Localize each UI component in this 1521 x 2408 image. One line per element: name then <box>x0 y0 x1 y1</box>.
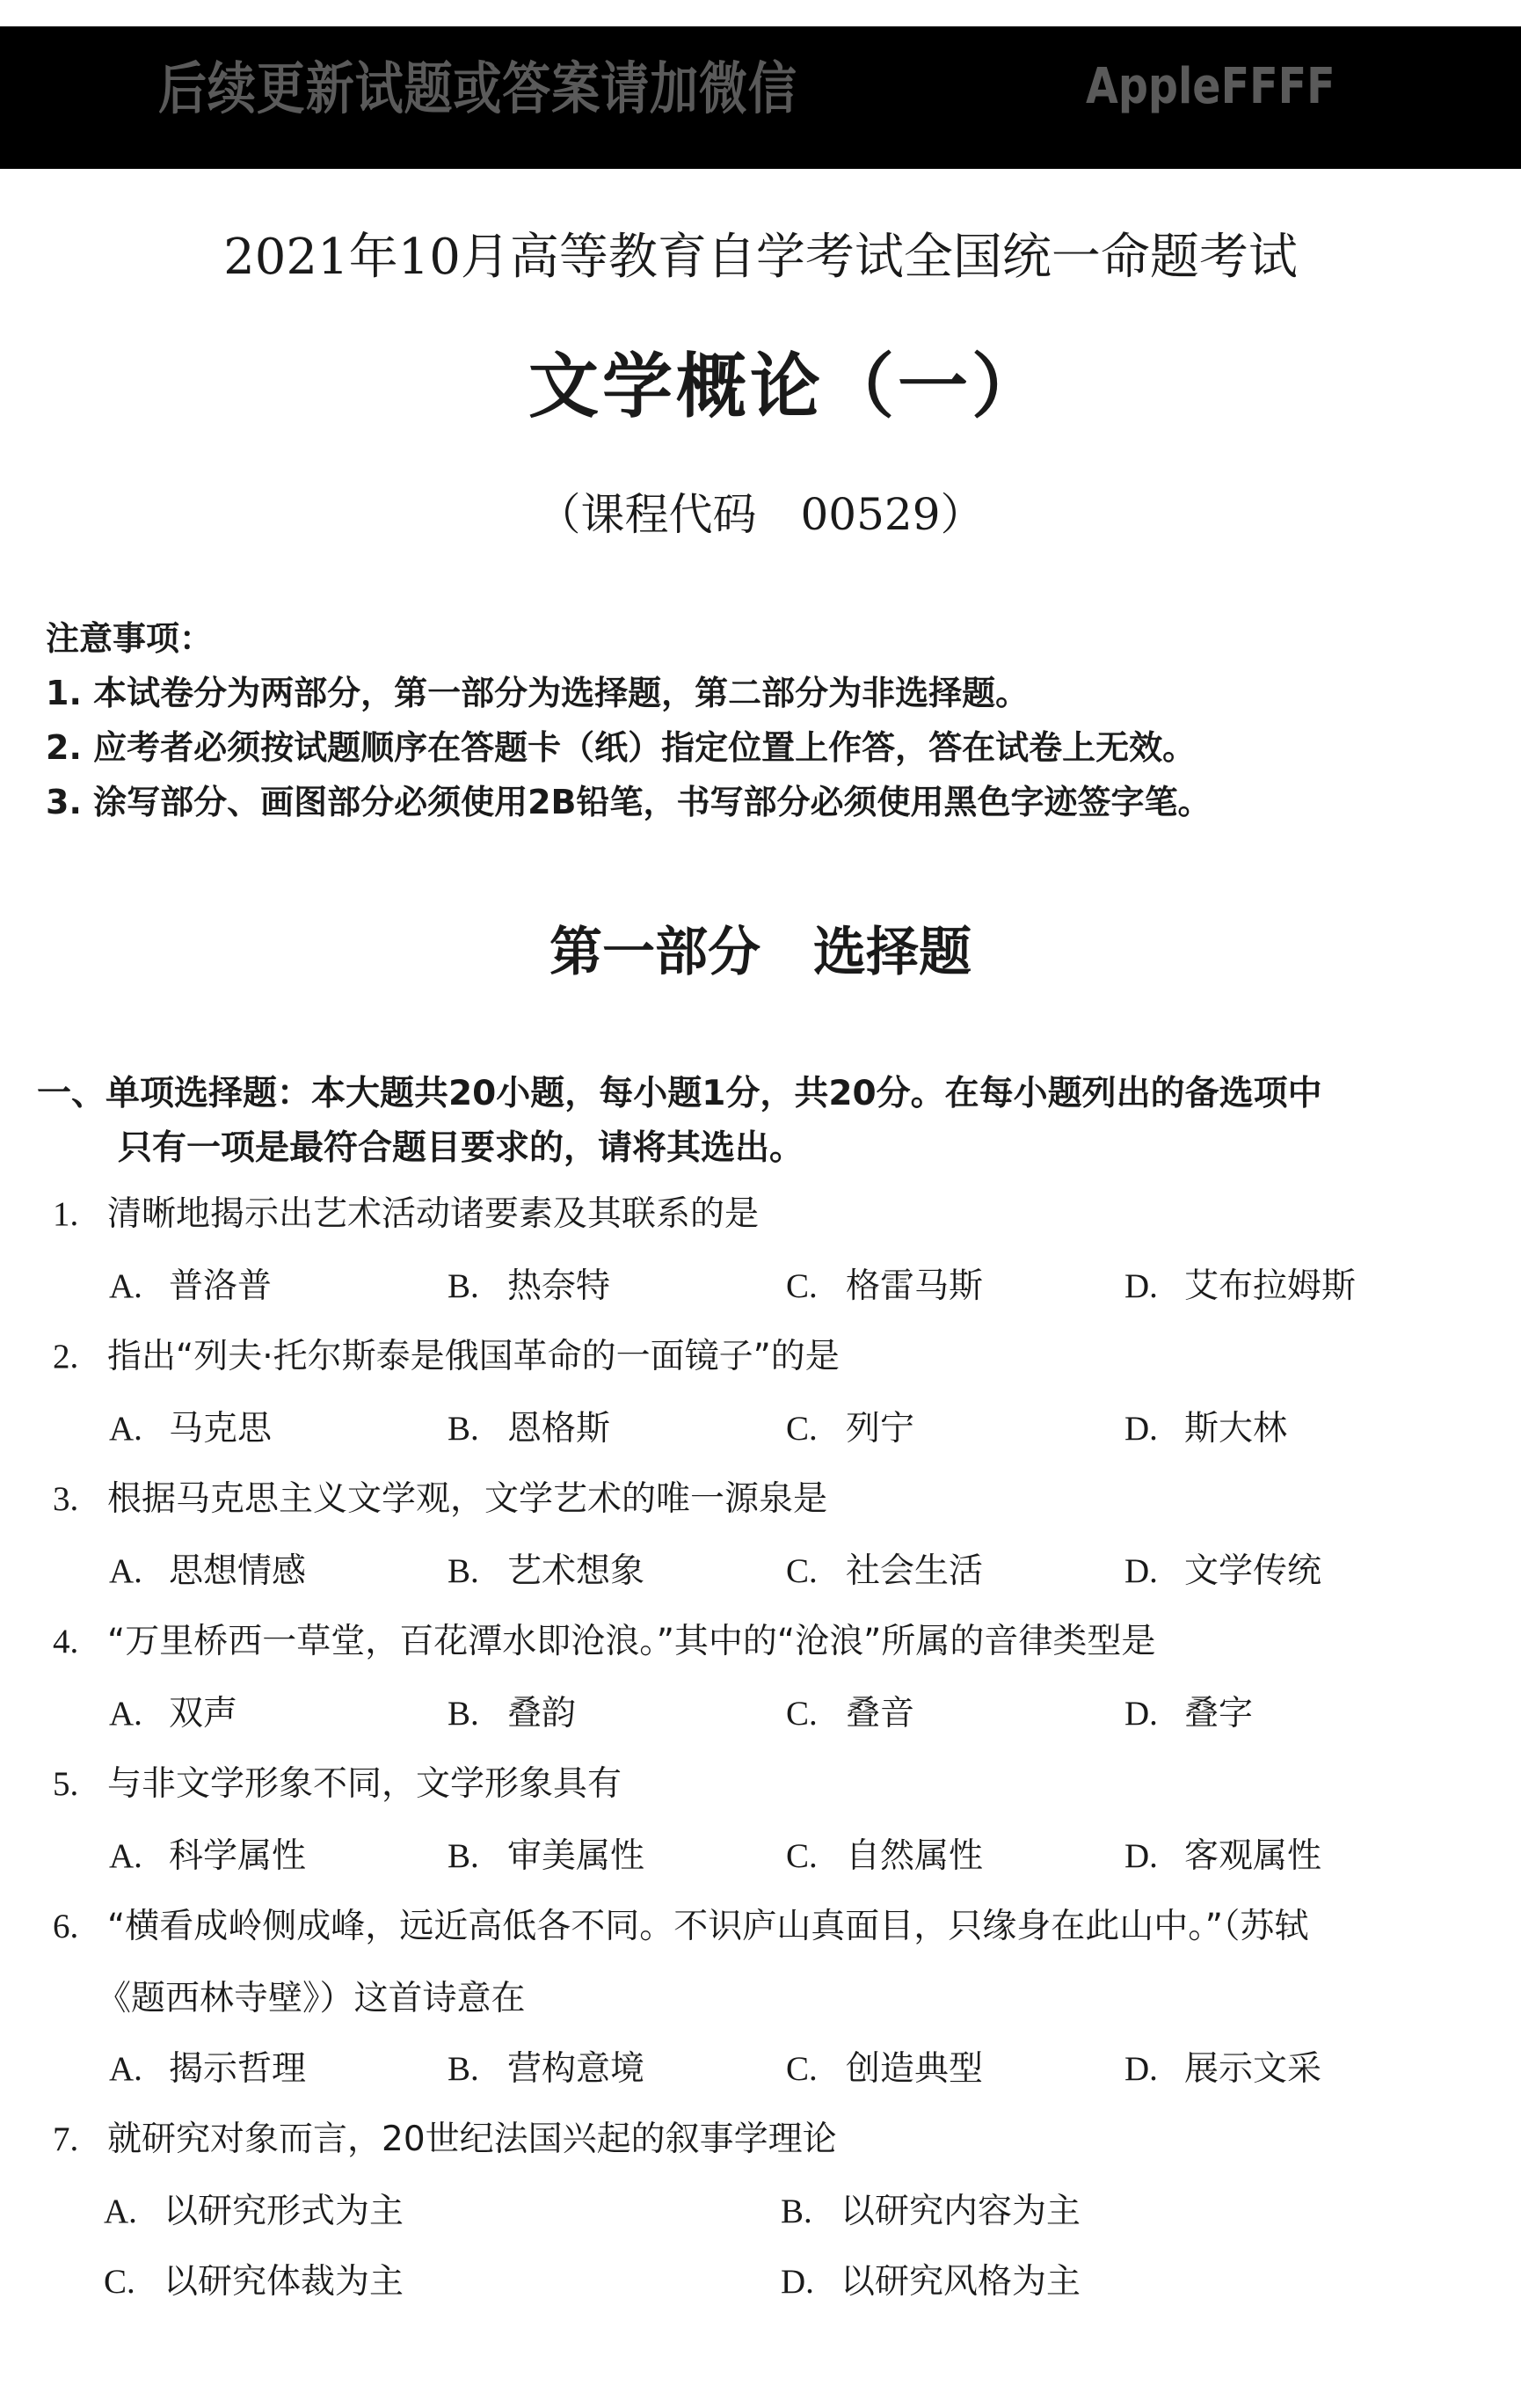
option-letter: C. <box>786 1267 818 1305</box>
option-text: 双声 <box>169 1694 238 1733</box>
option-text: 艺术想象 <box>507 1551 645 1591</box>
option-text: 斯大林 <box>1184 1409 1288 1448</box>
part-title <box>0 910 1521 986</box>
notice-item: 3. 涂写部分、画图部分必须使用2B铅笔，书写部分必须使用黑色字迹签字笔。 <box>46 783 1212 821</box>
option-d[interactable] <box>781 2255 1458 2325</box>
option-text: 思想情感 <box>169 1551 307 1591</box>
option-text: 创造典型 <box>846 2049 984 2089</box>
option-letter: A. <box>109 1410 142 1448</box>
option-letter: D. <box>1124 1267 1158 1305</box>
option-grid <box>53 2185 1495 2325</box>
option-letter: A. <box>109 1267 142 1305</box>
question-text: 指出“列夫·托尔斯泰是俄国革命的一面镜子”的是 <box>107 1337 840 1376</box>
question-text: 与非文学形象不同，文学形象具有 <box>107 1764 622 1804</box>
option-b[interactable] <box>448 1259 786 1330</box>
option-row <box>53 1402 1495 1472</box>
question-number: 6. <box>53 1908 79 1945</box>
exam-line: 2021年10月高等教育自学考试全国统一命题考试 <box>223 229 1298 286</box>
question-stem <box>53 1615 1495 1687</box>
option-c[interactable] <box>104 2255 781 2325</box>
notice-title: 注意事项： <box>46 619 214 658</box>
question-number: 7. <box>53 2120 79 2158</box>
option-text: 热奈特 <box>507 1266 611 1306</box>
option-letter: D. <box>781 2263 814 2301</box>
option-text: 普洛普 <box>169 1266 273 1306</box>
question-text: 根据马克思主义文学观，文学艺术的唯一源泉是 <box>107 1479 828 1519</box>
option-d[interactable] <box>1124 1544 1463 1615</box>
option-a[interactable] <box>109 1259 448 1330</box>
option-text: 科学属性 <box>169 1836 307 1876</box>
question-stem <box>53 1757 1495 1829</box>
course-code <box>0 479 1521 543</box>
option-letter: A. <box>109 2050 142 2088</box>
question-text: “横看成岭侧成峰，远近高低各不同。不识庐山真面目，只缘身在此山中。”（苏轼 <box>107 1907 1309 1946</box>
option-b[interactable] <box>448 1402 786 1472</box>
option-a[interactable] <box>109 1402 448 1472</box>
question-number: 3. <box>53 1480 79 1518</box>
section-instructions <box>37 1067 1496 1176</box>
option-text: 叠音 <box>846 1694 915 1733</box>
question-stem <box>53 1187 1495 1259</box>
section-line-1: 一、单项选择题：本大题共20小题，每小题1分，共20分。在每小题列出的备选项中 <box>37 1074 1322 1113</box>
option-letter: B. <box>448 1695 479 1733</box>
option-letter: D. <box>1124 1695 1158 1733</box>
option-letter: D. <box>1124 2050 1158 2088</box>
option-row <box>53 1259 1495 1330</box>
question-text: “万里桥西一草堂，百花潭水即沧浪。”其中的“沧浪”所属的音律类型是 <box>107 1622 1156 1661</box>
option-c[interactable] <box>786 1402 1124 1472</box>
option-text: 恩格斯 <box>507 1409 611 1448</box>
course-code-value: 00529） <box>800 489 985 540</box>
question-text: 就研究对象而言，20世纪法国兴起的叙事学理论 <box>107 2120 837 2159</box>
watermark-banner <box>0 26 1521 169</box>
option-d[interactable] <box>1124 1687 1463 1757</box>
option-text: 客观属性 <box>1184 1836 1322 1876</box>
option-text: 社会生活 <box>846 1551 984 1591</box>
option-letter: A. <box>109 1552 142 1590</box>
option-letter: B. <box>448 2050 479 2088</box>
option-row <box>53 1544 1495 1615</box>
subject-title: 文学概论（一） <box>528 345 1045 427</box>
option-b[interactable] <box>448 1544 786 1615</box>
option-b[interactable] <box>448 1829 786 1900</box>
part-name: 选择题 <box>813 922 972 983</box>
wechat-id: AppleFFFF <box>1086 58 1335 115</box>
question-list <box>53 1187 1495 2325</box>
option-letter: D. <box>1124 1837 1158 1875</box>
option-text: 展示文采 <box>1184 2049 1322 2089</box>
option-letter: A. <box>104 2193 137 2230</box>
option-text: 审美属性 <box>507 1836 645 1876</box>
question-stem <box>53 2112 1495 2185</box>
option-a[interactable] <box>109 2042 448 2112</box>
section-line-2: 只有一项是最符合题目要求的，请将其选出。 <box>118 1128 804 1168</box>
option-letter: B. <box>448 1410 479 1448</box>
option-text: 叠字 <box>1184 1694 1254 1733</box>
option-text: 以研究体裁为主 <box>164 2262 404 2302</box>
option-letter: D. <box>1124 1552 1158 1590</box>
option-text: 自然属性 <box>846 1836 984 1876</box>
option-b[interactable] <box>448 2042 786 2112</box>
question-stem <box>53 1472 1495 1544</box>
option-letter: B. <box>448 1552 479 1590</box>
option-text: 以研究风格为主 <box>841 2262 1081 2302</box>
option-a[interactable] <box>109 1687 448 1757</box>
option-c[interactable] <box>786 1544 1124 1615</box>
option-letter: A. <box>109 1695 142 1733</box>
question-text-continued: 《题西林寺壁》）这首诗意在 <box>97 1979 526 2018</box>
question-stem <box>53 1330 1495 1402</box>
option-text: 营构意境 <box>507 2049 645 2089</box>
banner-text: 后续更新试题或答案请加微信 <box>158 57 797 122</box>
option-letter: A. <box>109 1837 142 1875</box>
option-c[interactable] <box>786 1259 1124 1330</box>
option-text: 叠韵 <box>507 1694 577 1733</box>
question-number: 2. <box>53 1338 79 1375</box>
option-text: 马克思 <box>169 1409 273 1448</box>
course-code-label: （课程代码 <box>536 489 757 540</box>
option-text: 揭示哲理 <box>169 2049 307 2089</box>
option-c[interactable] <box>786 2042 1124 2112</box>
option-letter: C. <box>786 1552 818 1590</box>
option-row <box>53 1829 1495 1900</box>
option-letter: C. <box>786 2050 818 2088</box>
option-letter: D. <box>1124 1410 1158 1448</box>
question-stem <box>53 1900 1495 1972</box>
option-letter: C. <box>786 1410 818 1448</box>
question-number: 5. <box>53 1765 79 1803</box>
option-d[interactable] <box>1124 2042 1463 2112</box>
option-a[interactable] <box>109 1829 448 1900</box>
option-text: 以研究形式为主 <box>164 2192 404 2231</box>
option-letter: B. <box>448 1267 479 1305</box>
option-text: 以研究内容为主 <box>841 2192 1081 2231</box>
option-letter: C. <box>786 1837 818 1875</box>
question-number: 4. <box>53 1623 79 1660</box>
option-text: 文学传统 <box>1184 1551 1322 1591</box>
option-c[interactable] <box>786 1687 1124 1757</box>
option-row <box>53 2042 1495 2112</box>
option-text: 艾布拉姆斯 <box>1184 1266 1357 1306</box>
question-number: 1. <box>53 1195 79 1233</box>
option-c[interactable] <box>786 1829 1124 1900</box>
option-d[interactable] <box>1124 1259 1463 1330</box>
option-a[interactable] <box>109 1544 448 1615</box>
option-d[interactable] <box>1124 1829 1463 1900</box>
option-text: 列宁 <box>846 1409 915 1448</box>
option-letter: B. <box>781 2193 812 2230</box>
notice-item: 1. 本试卷分为两部分，第一部分为选择题，第二部分为非选择题。 <box>46 674 1030 712</box>
notice-block <box>46 611 1212 829</box>
part-label: 第一部分 <box>549 922 760 983</box>
option-a[interactable] <box>104 2185 781 2255</box>
option-text: 格雷马斯 <box>846 1266 984 1306</box>
notice-item: 2. 应考者必须按试题顺序在答题卡（纸）指定位置上作答，答在试卷上无效。 <box>46 728 1197 767</box>
option-letter: B. <box>448 1837 479 1875</box>
option-b[interactable] <box>781 2185 1458 2255</box>
option-b[interactable] <box>448 1687 786 1757</box>
option-d[interactable] <box>1124 1402 1463 1472</box>
option-letter: C. <box>104 2263 135 2301</box>
option-letter: C. <box>786 1695 818 1733</box>
option-row <box>53 1687 1495 1757</box>
question-text: 清晰地揭示出艺术活动诸要素及其联系的是 <box>107 1194 760 1234</box>
